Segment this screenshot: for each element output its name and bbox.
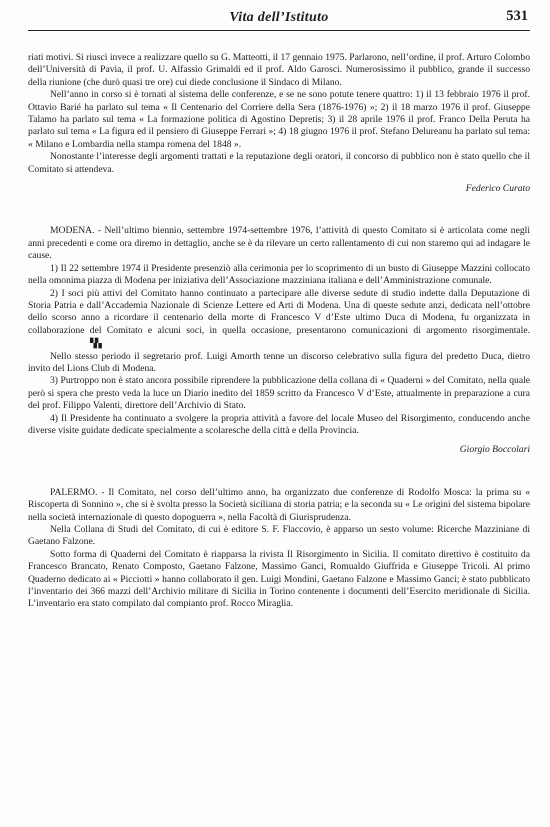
section-milano <box>28 52 530 195</box>
signature: Giorgio Boccolari <box>459 444 530 456</box>
page-number: 531 <box>506 8 528 24</box>
paragraph: Sotto forma di Quaderni del Comitato è riapparsa la rivista Il Risorgimento in Sicilia. Il comitato direttivo è costituito da Francesco Brancato, Renato Composto, Gaetano Falzone, Massimo Ganci, Romualdo Giuffrida e Giuseppe Tricoli. Al primo Quaderno dedicato ai « Picciotti » hanno collaborato il gen. Luigi Mondini, Gaetano Falzone e Massimo Ganci; è stato pubblicato l’inventario dei 366 mazzi dell’Archivio militare di Sicilia in Torino contenente i documenti dell’Esercito meridionale di Sicilia. L’inventario era stato compilato dal compianto prof. Rocco Miraglia. <box>28 548 530 610</box>
paragraph <box>28 288 530 351</box>
paragraph: MODENA. - Nell’ultimo biennio, settembre 1974-settembre 1976, l’attività di questo Comitato si è articolata come negli anni precedenti e come ora diremo in dettaglio, anche se è da rilevare un certo rallentamento di cui non staremo qui ad indagare le cause. <box>28 225 530 262</box>
page-header <box>28 8 530 31</box>
printer-mark: ▚▚ <box>90 338 100 349</box>
section-palermo <box>28 487 530 611</box>
signature: Federico Curato <box>465 183 530 195</box>
paragraph: Nello stesso periodo il segretario prof. Luigi Amorth tenne un discorso celebrativo sulla figura del predetto Duca, dietro invito del Lions Club di Modena. <box>28 350 530 374</box>
paragraph: 4) Il Presidente ha continuato a svolgere la propria attività a favore del locale Museo del Risorgimento, conducendo anche diverse visite guidate dedicate specialmente a scolaresche della città e della Provincia. <box>28 412 530 436</box>
paragraph: Nonostante l’interesse degli argomenti trattati e la reputazione degli oratori, il concorso di pubblico non è stato quello che il Comitato si attendeva. <box>28 151 530 175</box>
paragraph: Nella Collana di Studi del Comitato, di cui è editore S. F. Flaccovio, è apparso un sesto volume: Ricerche Mazziniane di Gaetano Falzone. <box>28 524 530 548</box>
paragraph: Nell’anno in corso si è tornati al sistema delle conferenze, e se ne sono potute tenere quattro: 1) il 13 febbraio 1976 il prof. Ottavio Barié ha parlato sul tema « Il Centenario del Corriere della Sera (1876-1976) »; 2) il 18 marzo 1976 il prof. Giuseppe Talamo ha parlato sul tema « La formazione politica di Agostino Depretis; 3) il 28 aprile 1976 il prof. Franco Della Peruta ha parlato sul tema « La figura ed il pensiero di Giuseppe Ferrari »; 4) 18 giugno 1976 il prof. Stefano Delureanu ha parlato sul tema: « Milano e Lombardia nella stampa romena del 1848 ». <box>28 89 530 150</box>
running-title: Vita dell’Istituto <box>229 10 329 25</box>
paragraph: 1) Il 22 settembre 1974 il Presidente presenziò alla cerimonia per lo scoprimento di un busto di Giuseppe Mazzini collocato nella omonima piazza di Modena per iniziativa dell’Associazione mazziniana italiana e dell’Amministrazione comunale. <box>28 262 530 287</box>
paragraph-text: 2) I soci più attivi del Comitato hanno continuato a partecipare alle diverse sedute di studio indette dalla Deputazione di Storia Patria e dall’Accademia Nazionale di Scienze Lettere ed Arti di Modena. Una di queste sedute anzi, dedicata nell’ottobre dello scorso anno a ricordare il centenario della morte di Francesco V d’Este ultimo Duca di Modena, fu organizzata in collaborazione del Comitato e alcuni soci, in quella occasione, presentarono comunicazioni di argomento risorgimentale. <box>28 287 530 336</box>
paragraph: PALERMO. - Il Comitato, nel corso dell’ultimo anno, ha organizzato due conferenze di Rodolfo Mosca: la prima su « Riscoperta di Sonnino », che si è svolta presso la Società siciliana di storia patria; e la seconda su « Le origini del sistema bipolare nella società internazionale di questo dopoguerra », nella Facoltà di Giurisprudenza. <box>28 486 530 523</box>
paragraph: riati motivi. Si riuscì invece a realizzare quello su G. Matteotti, il 17 gennaio 1975. Parlarono, nell’ordine, il prof. Arturo Colombo dell’Università di Pavia, il prof. U. Alfassio Grimaldi ed il prof. Aldo Garosci. Numerosissimo il pubblico, grande il successo della riunione (che durò quasi tre ore) cui diede conclusione il Sindaco di Milano. <box>28 52 530 88</box>
section-modena <box>28 225 530 456</box>
page-body <box>28 52 530 611</box>
paragraph: 3) Purtroppo non è stato ancora possibile riprendere la pubblicazione della collana di « Quaderni » del Comitato, nella quale però si spera che presto veda la luce un Diario inedito del 1859 scritto da Francesco V d’Este, attualmente in preparazione a cura del prof. Filippo Valenti, direttore dell’Archivio di Stato. <box>28 375 530 412</box>
